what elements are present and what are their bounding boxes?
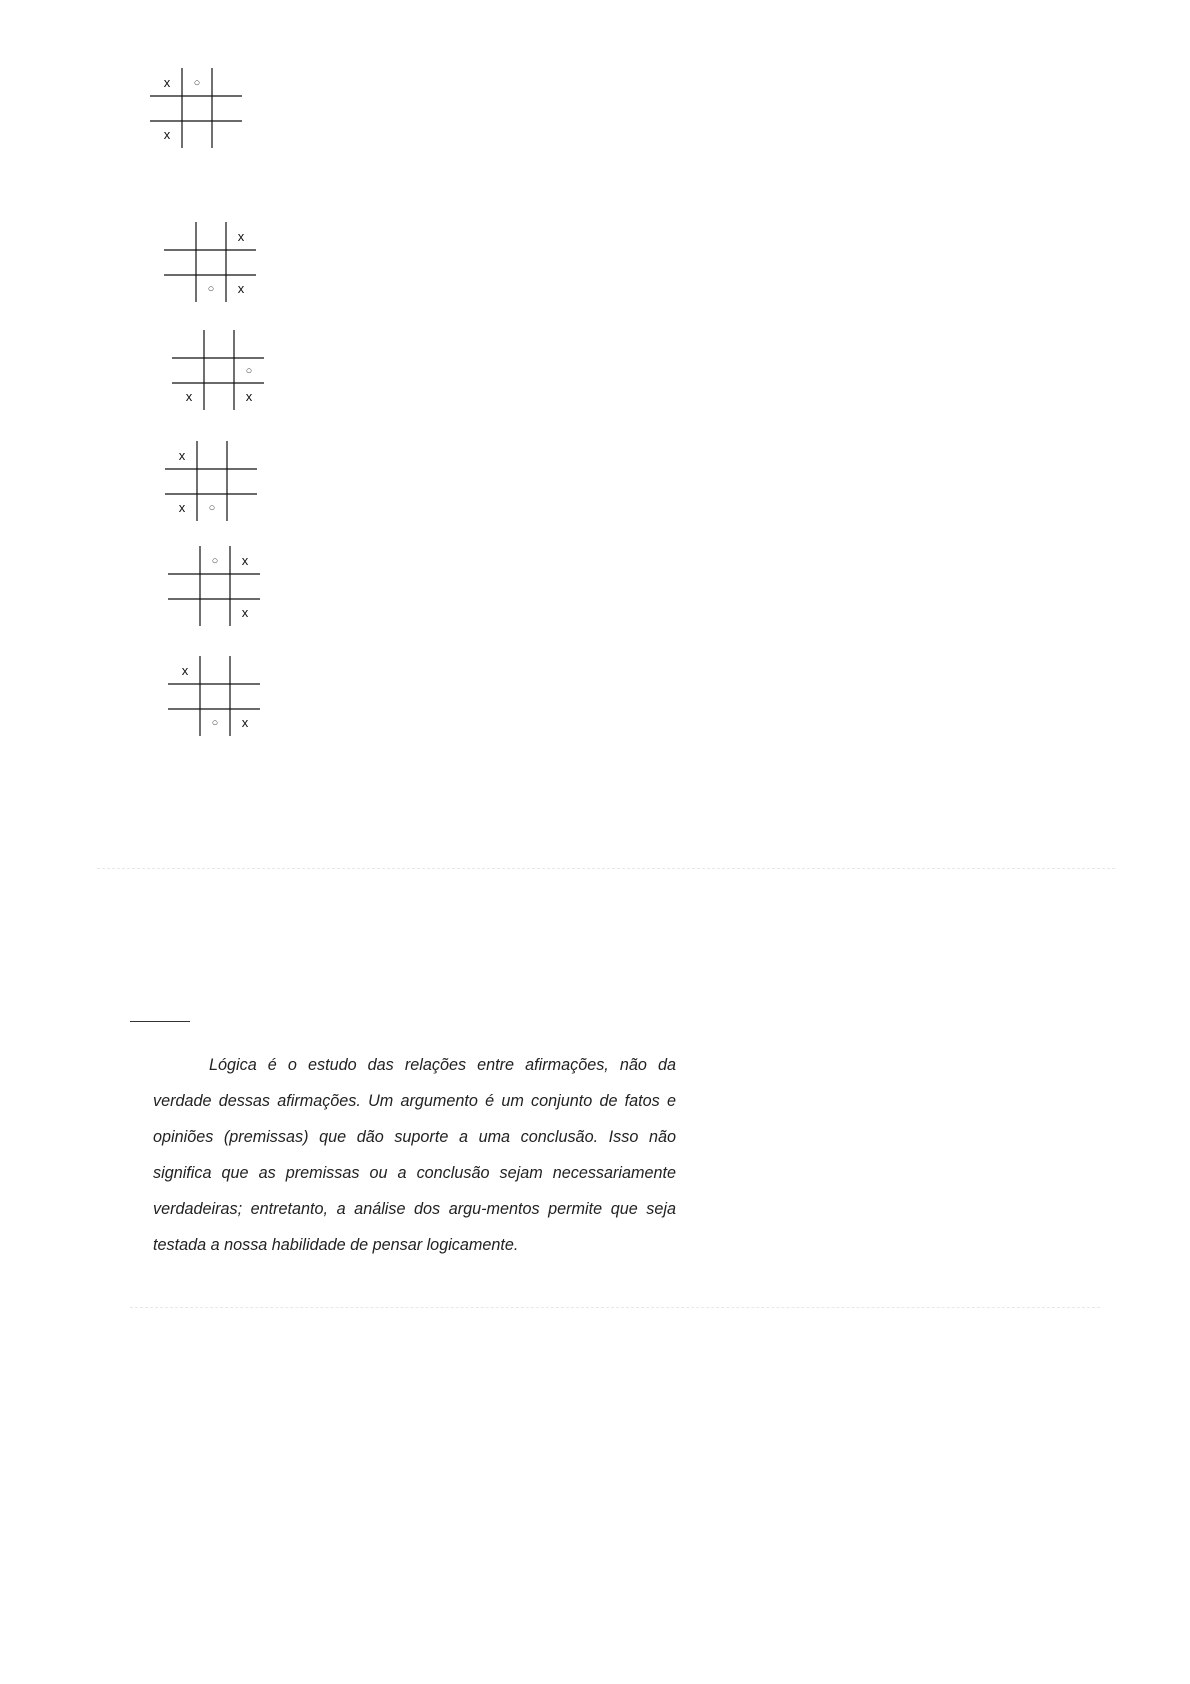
empty-cell <box>227 443 257 468</box>
empty-cell <box>166 276 196 301</box>
empty-cell <box>152 96 182 121</box>
x-mark: x <box>245 389 253 404</box>
o-mark: ○ <box>207 282 215 295</box>
empty-cell <box>182 96 212 121</box>
empty-cell <box>200 658 230 683</box>
o-mark: ○ <box>208 501 216 514</box>
empty-cell <box>200 574 230 599</box>
empty-cell <box>204 384 234 409</box>
empty-cell <box>166 250 196 275</box>
section-divider <box>97 868 1115 869</box>
passage-divider <box>130 1307 1100 1308</box>
empty-cell <box>196 250 226 275</box>
empty-cell <box>197 469 227 494</box>
tic-tac-toe-board-1 <box>150 68 242 148</box>
o-mark: ○ <box>193 76 201 89</box>
empty-cell <box>197 443 227 468</box>
empty-cell <box>174 332 204 357</box>
empty-cell <box>204 332 234 357</box>
empty-cell <box>196 224 226 249</box>
x-mark: x <box>241 605 249 620</box>
tic-tac-toe-board-6 <box>168 656 260 736</box>
o-mark: ○ <box>211 716 219 729</box>
x-mark: x <box>237 229 245 244</box>
logic-passage: Lógica é o estudo das relações entre afirmações, não da verdade dessas afirmações. Um argumento é um conjunto de fatos e opiniões (premissas) que dão suporte a uma conclusão. Isso não significa que as premissas ou a conclusão sejam necessariamente verdadeiras; entretanto, a análise dos argu-mentos permite que seja testada a nossa habilidade de pensar logicamente. <box>153 1056 676 1254</box>
tic-tac-toe-board-3 <box>172 330 264 410</box>
empty-cell <box>226 250 256 275</box>
x-mark: x <box>241 553 249 568</box>
empty-cell <box>234 332 264 357</box>
empty-cell <box>230 574 260 599</box>
empty-cell <box>166 224 196 249</box>
o-mark: ○ <box>245 364 253 377</box>
tic-tac-toe-board-2 <box>164 222 256 302</box>
x-mark: x <box>163 127 171 142</box>
empty-cell <box>230 684 260 709</box>
empty-cell <box>227 469 257 494</box>
empty-cell <box>200 600 230 625</box>
empty-cell <box>212 70 242 95</box>
empty-cell <box>200 684 230 709</box>
empty-cell <box>170 710 200 735</box>
empty-cell <box>170 600 200 625</box>
empty-cell <box>230 658 260 683</box>
x-mark: x <box>241 715 249 730</box>
x-mark: x <box>181 663 189 678</box>
o-mark: ○ <box>211 554 219 567</box>
empty-cell <box>204 358 234 383</box>
empty-cell <box>170 684 200 709</box>
empty-cell <box>227 495 257 520</box>
empty-cell <box>170 548 200 573</box>
tic-tac-toe-board-4 <box>165 441 257 521</box>
short-rule <box>130 1021 190 1022</box>
empty-cell <box>167 469 197 494</box>
x-mark: x <box>178 448 186 463</box>
x-mark: x <box>185 389 193 404</box>
empty-cell <box>182 122 212 147</box>
empty-cell <box>170 574 200 599</box>
x-mark: x <box>237 281 245 296</box>
tic-tac-toe-board-5 <box>168 546 260 626</box>
empty-cell <box>212 96 242 121</box>
empty-cell <box>174 358 204 383</box>
x-mark: x <box>163 75 171 90</box>
x-mark: x <box>178 500 186 515</box>
empty-cell <box>212 122 242 147</box>
